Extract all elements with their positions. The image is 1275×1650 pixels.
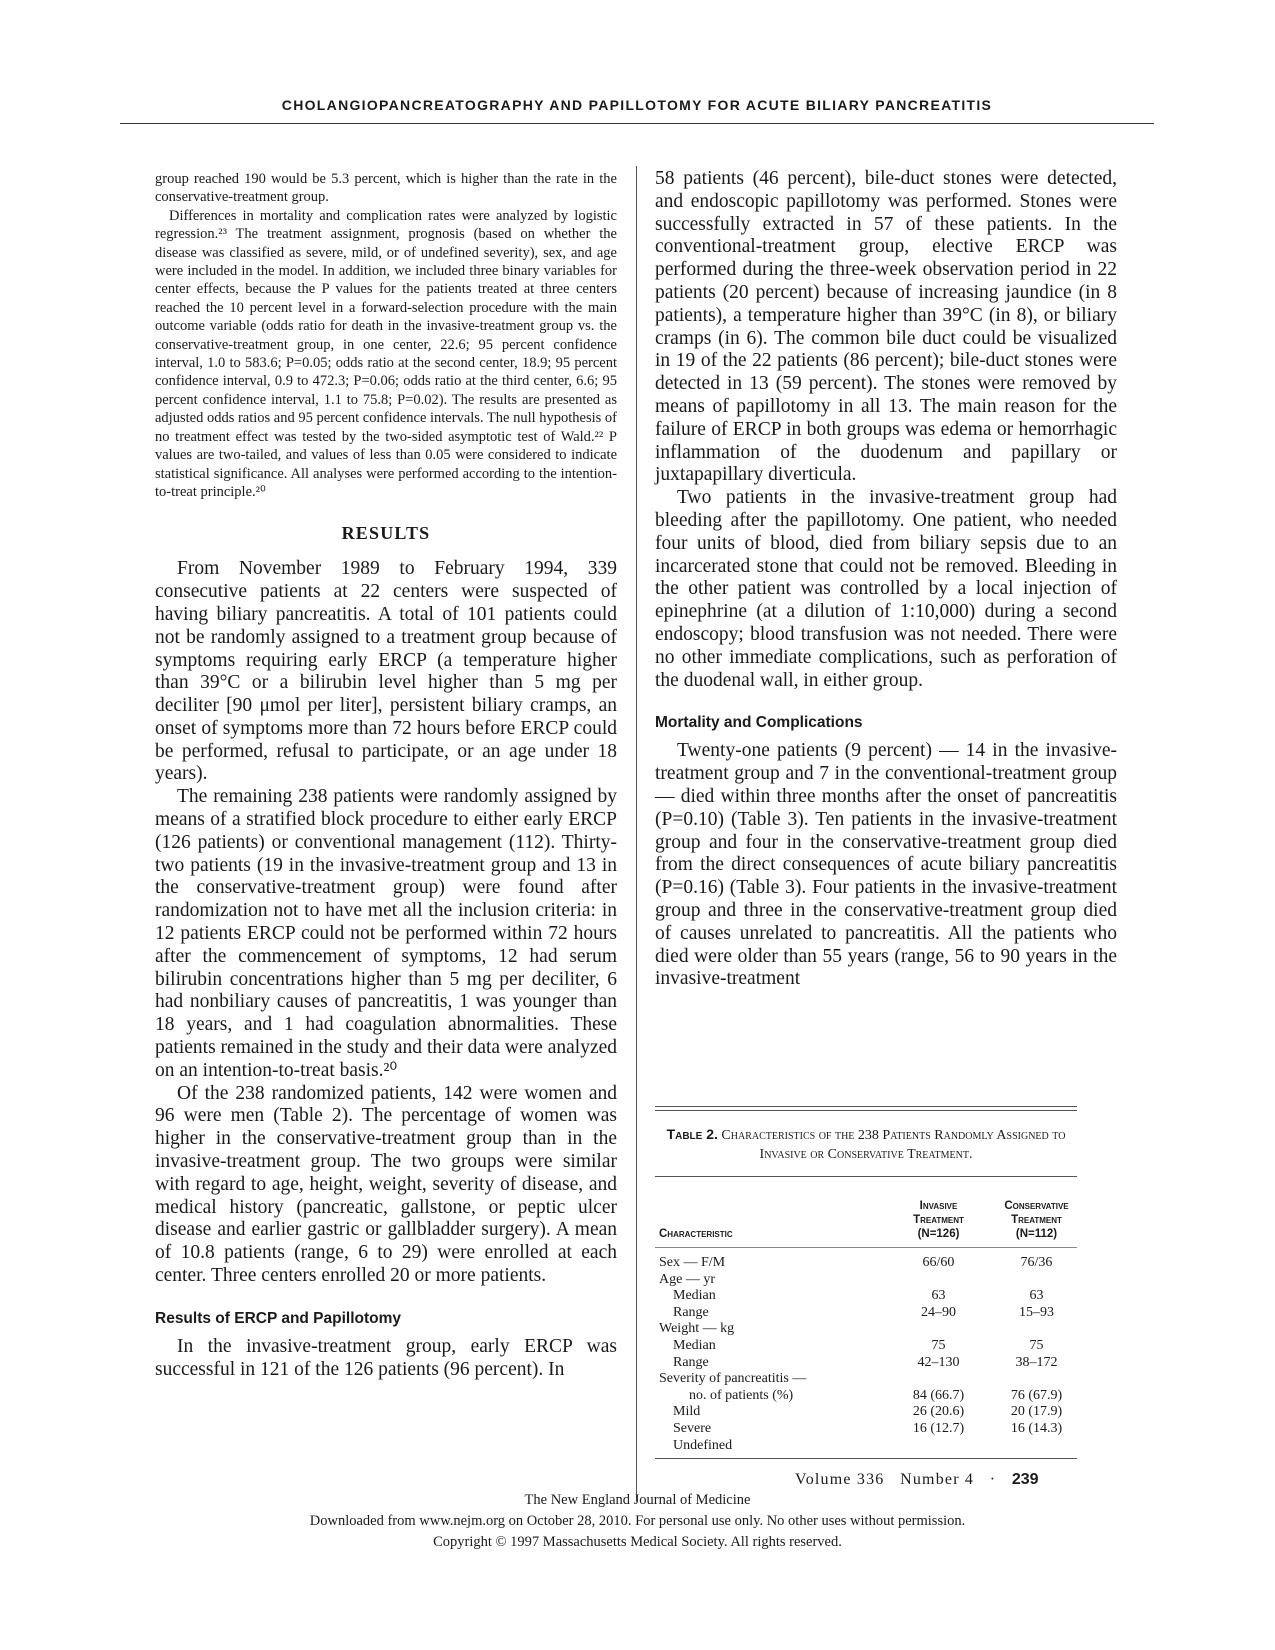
header-characteristic: Characteristic <box>659 1228 733 1240</box>
results-heading: RESULTS <box>341 523 431 544</box>
cell-conservative: 15–93 <box>1019 1304 1054 1320</box>
table-row <box>655 1438 1077 1455</box>
paragraph-enrollment: From November 1989 to February 1994, 339 consecutive patients at 22 centers were suspected of having biliary pancreatitis. A total of 101 patients could not be randomly assigned to a treatment group because of symptoms requiring early ERCP (a temperature higher than 39°C or a bilirubin level higher than 5 mg per deciliter [90 μmol per liter], persistent biliary cramps, an onset of symptoms more than 72 hours before ERCP could be performed, refusal to participate, or an age under 18 years). <box>155 558 617 785</box>
paragraph-demographics: Of the 238 randomized patients, 142 were women and 96 were men (Table 2). The percentage of women was higher in the conservative-treatment group than in the invasive-treatment group. The two groups were similar with regard to age, height, weight, severity of disease, and medical history (pancreatic, gallstone, or peptic ulcer disease and earlier gastric or gallbladder surgery). A mean of 10.8 patients (range, 6 to 29) were enrolled at each center. Three centers enrolled 20 or more patients. <box>155 1082 617 1287</box>
table-row <box>655 1371 1077 1388</box>
paragraph-mortality: Twenty-one patients (9 percent) — 14 in the invasive-treatment group and 7 in the conventional-treatment group — died within three months after the onset of pancreatitis (P=0.10) (Table 3). Ten patients in the invasive-treatment group and four in the conservative-treatment group died from the direct consequences of acute biliary pancreatitis (P=0.16) (Table 3). Four patients in the invasive-treatment group and three in the conservative-treatment group died of causes unrelated to pancreatitis. All the patients who died were older than 55 years (range, 56 to 90 years in the invasive-treatment <box>655 740 1117 990</box>
table-row <box>655 1404 1077 1421</box>
paragraph-ercp-results: In the invasive-treatment group, early ERCP was successful in 121 of the 126 patients (96 percent). In <box>155 1335 617 1380</box>
table-row <box>655 1355 1077 1372</box>
characteristics-table <box>655 1177 1077 1454</box>
table-row <box>655 1338 1077 1355</box>
table-header-row <box>655 1177 1077 1247</box>
cell-invasive: 16 (12.7) <box>912 1420 965 1436</box>
table-caption <box>655 1125 1077 1164</box>
paragraph-ercp-continued: 58 patients (46 percent), bile-duct stones were detected, and endoscopic papillotomy was performed. Stones were successfully extracted in 57 of these patients. In the conventional-treatment group, elective ERCP was performed during the three-week observation period in 22 patients (20 percent) because of increasing jaundice (in 8 patients), a temperature higher than 39°C (in 8), or biliary cramps (in 6). The common bile duct could be visualized in 19 of the 22 patients (86 percent); bile-duct stones were detected in 13 (59 percent). The stones were removed by means of papillotomy in all 13. The main reason for the failure of ERCP in both groups was edema or hemorrhagic inflammation of the duodenum and papillary or juxtapapillary diverticula. <box>655 168 1117 486</box>
row-label: Undefined <box>673 1437 733 1453</box>
cell-conservative: 76 (67.9) <box>1010 1387 1063 1403</box>
cell-conservative <box>996 1438 1077 1455</box>
header-invasive-line2: Treatment <box>913 1214 964 1226</box>
row-label: Mild <box>673 1404 701 1420</box>
row-label: Sex — F/M <box>659 1255 726 1270</box>
table-top-rule <box>655 1106 1077 1111</box>
header-conservative-line1: Conservative <box>1004 1200 1069 1212</box>
right-column <box>655 168 1117 991</box>
cell-conservative: 16 (14.3) <box>1010 1420 1063 1436</box>
header-conservative <box>996 1177 1077 1247</box>
cell-invasive <box>881 1272 996 1289</box>
table-title: Characteristics of the 238 Patients Randomly Assigned to Invasive or Conservative Treatment. <box>721 1128 1066 1162</box>
paragraph-statistics-end: group reached 190 would be 5.3 percent, which is higher than the rate in the conservative-treatment group. <box>155 171 617 206</box>
cell-invasive: 84 (66.7) <box>912 1387 965 1403</box>
cell-conservative: 20 (17.9) <box>1010 1404 1063 1420</box>
cell-invasive: 75 <box>931 1337 946 1353</box>
cell-conservative <box>996 1371 1077 1388</box>
running-head: CHOLANGIOPANCREATOGRAPHY AND PAPILLOTOMY FOR ACUTE BILIARY PANCREATITIS <box>281 97 993 113</box>
cell-invasive: 66/60 <box>922 1255 955 1270</box>
table-row <box>655 1305 1077 1322</box>
left-column <box>155 170 617 1381</box>
cell-invasive: 42–130 <box>917 1354 960 1370</box>
row-label: Age — yr <box>659 1271 715 1287</box>
folio-separator: · <box>989 1471 997 1488</box>
cell-invasive <box>881 1438 996 1455</box>
cell-conservative: 75 <box>1029 1337 1044 1353</box>
table-2 <box>655 1106 1077 1459</box>
header-conservative-line2: Treatment <box>1011 1214 1062 1226</box>
table-bottom-rule <box>655 1458 1077 1459</box>
header-conservative-n: (N=112) <box>1015 1228 1058 1240</box>
paragraph-logistic-regression: Differences in mortality and complication rates were analyzed by logistic regression.²³ The treatment assignment, prognosis (based on whether the disease was classified as severe, mild, or of undefined severity), sex, and age were included in the model. In addition, we included three binary variables for center effects, because the P values for the patients treated at three centers reached the 10 percent level in a forward-selection procedure with the main outcome variable (odds ratio for death in the invasive-treatment group vs. the conservative-treatment group, in one center, 22.6; 95 percent confidence interval, 1.0 to 583.6; P=0.05; odds ratio at the second center, 18.9; 95 percent confidence interval, 0.9 to 472.3; P=0.06; odds ratio at the third center, 6.6; 95 percent confidence interval, 1.1 to 75.8; P=0.02). The results are presented as adjusted odds ratios and 95 percent confidence intervals. The null hypothesis of no treatment effect was tested by the two-sided asymptotic test of Wald.²² P values are two-tailed, and values of less than 0.05 were considered to indicate statistical significance. All analyses were performed according to the intention-to-treat principle.²⁰ <box>155 207 618 500</box>
row-label: Range <box>673 1304 709 1320</box>
cell-invasive <box>881 1321 996 1338</box>
cell-conservative: 38–172 <box>1015 1354 1058 1370</box>
table-row <box>655 1272 1077 1289</box>
paragraph-randomization: The remaining 238 patients were randomly assigned by means of a stratified block procedure to either early ERCP (126 patients) or conventional management (112). Thirty-two patients (19 in the invasive-treatment group and 13 in the conservative-treatment group) were found after randomization not to have met all the inclusion criteria: in 12 patients ERCP could not be performed within 72 hours after the commencement of symptoms, 12 had serum bilirubin concentrations higher than 5 mg per deciliter, 6 had nonbiliary causes of pancreatitis, 1 was younger than 18 years, and 1 had coagulation abnormalities. These patients remained in the study and their data were analyzed on an intention-to-treat basis.²⁰ <box>155 786 617 1081</box>
column-divider <box>636 166 637 1501</box>
table-row <box>655 1248 1077 1272</box>
table-row <box>655 1321 1077 1338</box>
header-invasive <box>881 1177 996 1247</box>
cell-invasive: 24–90 <box>921 1304 956 1320</box>
subheading-ercp: Results of ERCP and Papillotomy <box>155 1309 402 1327</box>
footer-copyright: Copyright © 1997 Massachusetts Medical Society. All rights reserved. <box>433 1534 842 1550</box>
issue-number: Number 4 <box>900 1471 975 1488</box>
cell-invasive <box>881 1371 996 1388</box>
cell-conservative: 76/36 <box>1020 1255 1053 1270</box>
header-invasive-line1: Invasive <box>919 1200 958 1212</box>
table-row <box>655 1388 1077 1405</box>
paragraph-bleeding: Two patients in the invasive-treatment group had bleeding after the papillotomy. One patient, who needed four units of blood, died from biliary sepsis due to an incarcerated stone that could not be removed. Bleeding in the other patient was controlled by a local injection of epinephrine (at a dilution of 1:10,000) during a second endoscopy; blood transfusion was not needed. There were no other immediate complications, such as perforation of the duodenal wall, in either group. <box>655 487 1117 691</box>
row-label: Median <box>673 1288 716 1304</box>
header-rule <box>120 123 1154 124</box>
row-label: Severe <box>673 1420 712 1436</box>
subheading-mortality: Mortality and Complications <box>655 714 863 732</box>
cell-conservative <box>996 1321 1077 1338</box>
page-number: 239 <box>1011 1471 1039 1488</box>
folio <box>795 1471 1095 1489</box>
cell-conservative <box>996 1272 1077 1289</box>
row-label: no. of patients (%) <box>689 1387 794 1403</box>
cell-conservative: 63 <box>1029 1288 1044 1304</box>
footer-download-notice: Downloaded from www.nejm.org on October 28, 2010. For personal use only. No other uses without permission. <box>309 1513 966 1529</box>
row-label: Weight — kg <box>659 1321 735 1337</box>
volume-label: Volume 336 <box>795 1471 885 1488</box>
cell-invasive: 26 (20.6) <box>912 1404 965 1420</box>
row-label: Range <box>673 1354 709 1370</box>
row-label: Median <box>673 1337 716 1353</box>
table-row <box>655 1421 1077 1438</box>
footer-journal: The New England Journal of Medicine <box>524 1492 751 1508</box>
table-row <box>655 1288 1077 1305</box>
header-invasive-n: (N=126) <box>917 1228 960 1240</box>
cell-invasive: 63 <box>931 1288 946 1304</box>
row-label: Severity of pancreatitis — <box>659 1371 807 1387</box>
table-label: Table 2. <box>666 1126 718 1142</box>
